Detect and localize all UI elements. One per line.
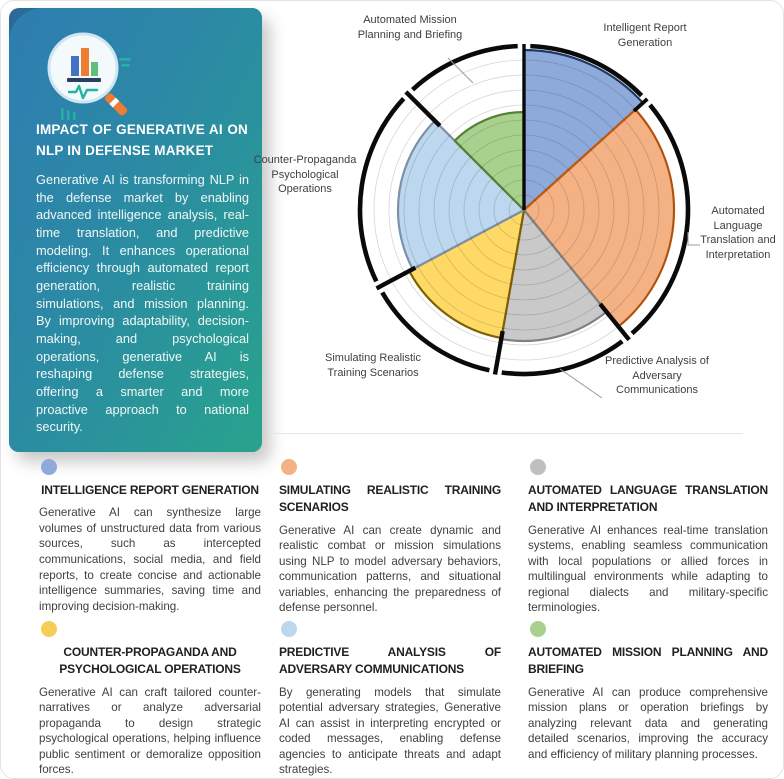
blurb-heading: PREDICTIVE ANALYSIS OF ADVERSARY COMMUNICATIONS bbox=[279, 645, 501, 677]
blurb-body: Generative AI can produce comprehensive mission plans or operation briefings by analyzing relevant data and generating detailed scenarios, improving the accuracy and efficiency of military planning processes. bbox=[528, 685, 768, 761]
blurb-intelligence-report bbox=[39, 459, 261, 614]
blurb-heading: AUTOMATED MISSION PLANNING AND BRIEFING bbox=[528, 645, 768, 677]
bullet-dot-green bbox=[530, 621, 546, 637]
chart-label-automated-mission-planning: Automated Mission Planning and Briefing bbox=[357, 14, 463, 41]
card-title: IMPACT OF GENERATIVE AI ON NLP IN DEFENSE MARKET bbox=[36, 122, 248, 158]
bullet-dot-gray bbox=[530, 459, 546, 475]
section-divider bbox=[273, 433, 743, 434]
blurb-counter-propaganda bbox=[39, 621, 261, 778]
bullet-dot-blue bbox=[41, 459, 57, 475]
chart-label-intelligent-report-generation: Intelligent Report Generation bbox=[603, 22, 687, 49]
boundary-tick bbox=[377, 268, 416, 289]
outer-ring-arc bbox=[413, 46, 518, 90]
blurb-body: By generating models that simulate potential adversary strategies, Generative AI can assist in interpreting encrypted or coded messages, enabling defense agencies to anticipate threats and adapt strategies. bbox=[279, 685, 501, 777]
blurb-predictive-analysis bbox=[279, 621, 501, 778]
bullet-dot-lightblue bbox=[281, 621, 297, 637]
chart-label-simulating-training: Simulating Realistic Training Scenarios bbox=[325, 352, 421, 379]
card-description: Generative AI is transforming NLP in the defense market by enabling advanced intelligence analysis, real-time translation, and predictive modeling. It enhances operational efficiency through automated report generation, realistic training simulations, and mission planning. By improving adaptability, decision-making, and psychological operations, generative AI is reshaping defense strategies, offering a smarter and more proactive approach to national security. bbox=[36, 172, 249, 435]
blurb-body: Generative AI can synthesize large volumes of unstructured data from various sources, such as intercepted communications, social media, and field reports, to create concise and actionable intelligence summaries, saving time and improving decision-making. bbox=[39, 506, 261, 613]
outer-ring-arc bbox=[360, 99, 404, 282]
blurb-language-translation bbox=[528, 459, 768, 616]
chart-label-predictive-analysis: Predictive Analysis of Adversary Communications bbox=[605, 355, 709, 397]
bullet-dot-orange bbox=[281, 459, 297, 475]
blurb-heading: COUNTER-PROPAGANDA AND PSYCHOLOGICAL OPERATIONS bbox=[59, 645, 241, 677]
blurb-simulating-training bbox=[279, 459, 501, 616]
chart-label-counter-propaganda: Counter-Propaganda Psychological Operations bbox=[253, 154, 357, 196]
chart-label-automated-language-translation: Automated Language Translation and Interpretation bbox=[700, 205, 776, 261]
blurb-heading: INTELLIGENCE REPORT GENERATION bbox=[41, 483, 259, 497]
blurb-body: Generative AI can create dynamic and realistic combat or mission simulations using NLP to model adversary behaviors, communication patterns, and situational variables, enhancing the preparedness of defense personnel. bbox=[279, 523, 501, 615]
blurb-heading: SIMULATING REALISTIC TRAINING SCENARIOS bbox=[279, 483, 501, 515]
bullet-dot-yellow bbox=[41, 621, 57, 637]
blurb-body: Generative AI can craft tailored counter-narratives or analyze adversarial propaganda to design strategic psychological operations, helping influence public sentiment or demoralize opposition forces. bbox=[39, 685, 261, 777]
blurb-body: Generative AI enhances real-time translation systems, enabling seamless communication with local populations or allied forces in multilingual environments while adapting to regional dialects and military-specific terminologies. bbox=[528, 523, 768, 615]
blurb-mission-planning bbox=[528, 621, 768, 762]
blurb-heading: AUTOMATED LANGUAGE TRANSLATION AND INTERPRETATION bbox=[528, 483, 768, 515]
